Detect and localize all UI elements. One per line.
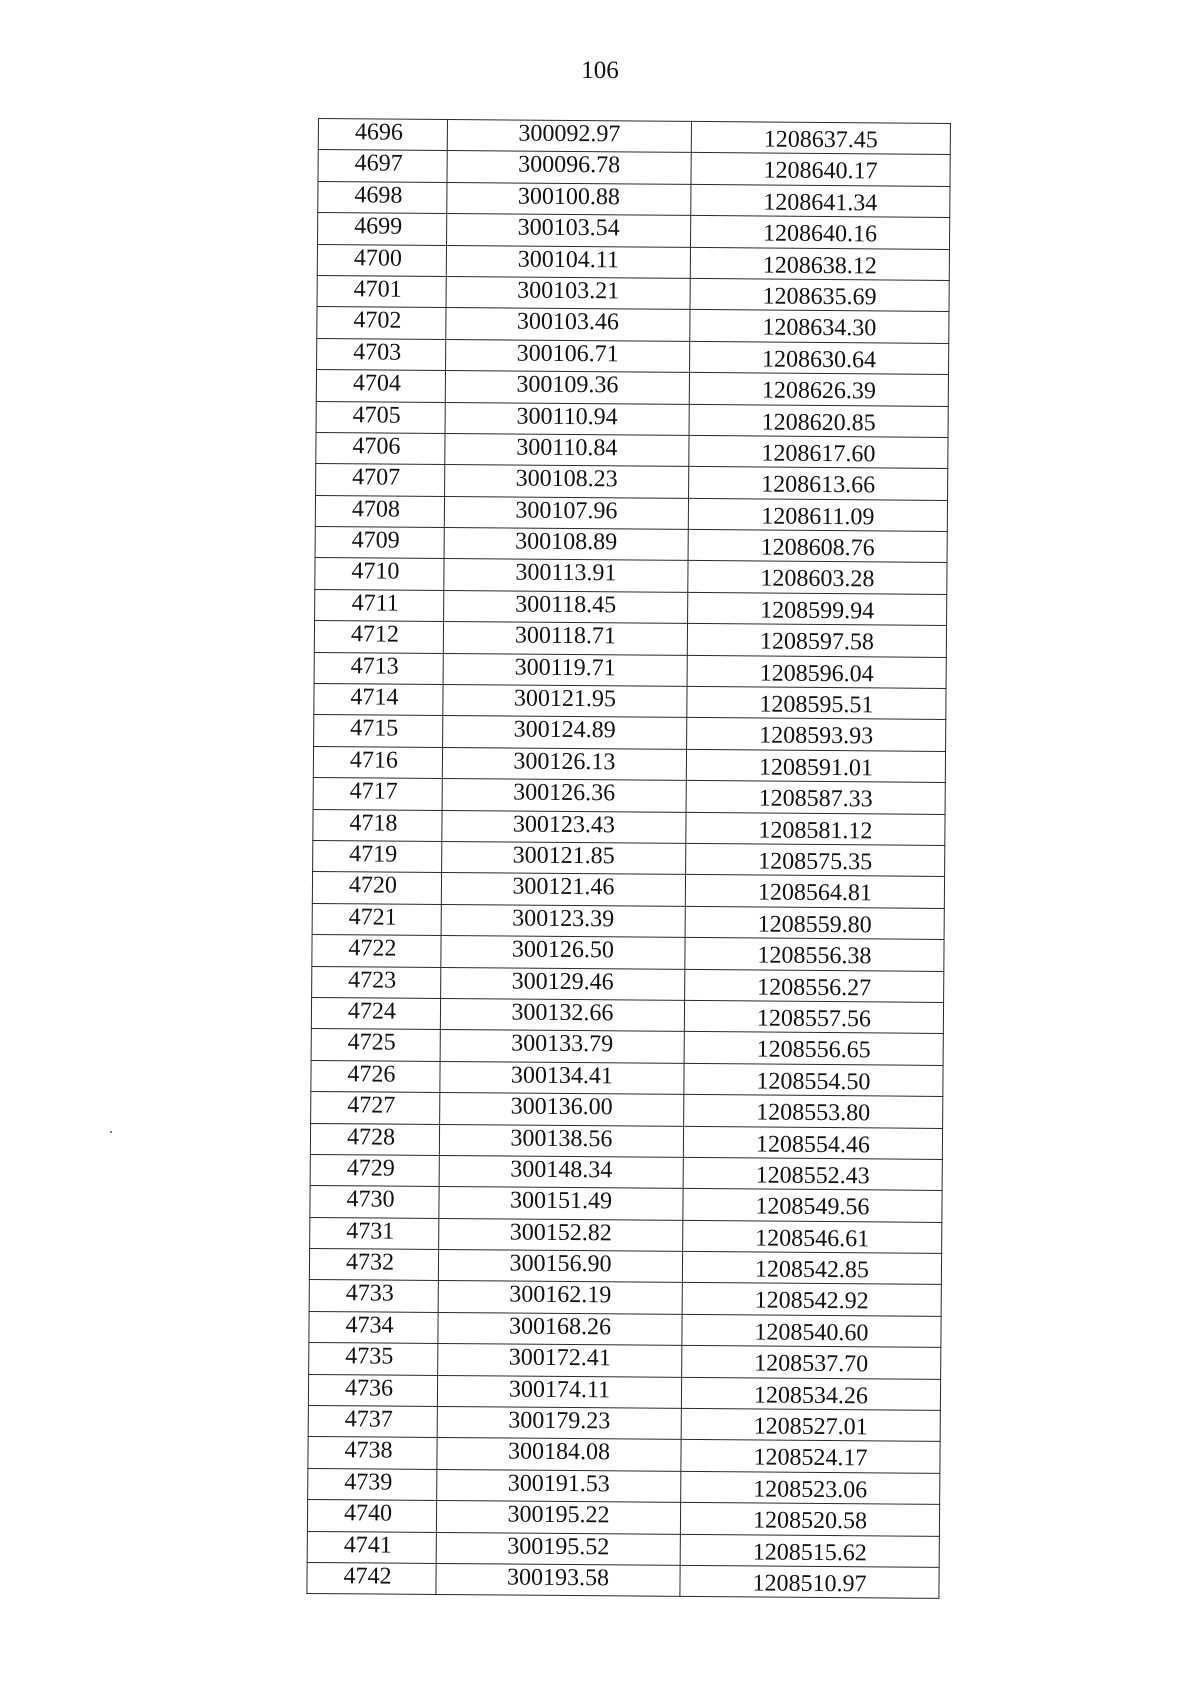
table-row: [317, 338, 949, 374]
y-coordinate-cell: 1208637.45: [691, 121, 950, 154]
point-number-cell: 4709: [315, 527, 444, 559]
y-coordinate-cell: 1208556.65: [684, 1032, 943, 1065]
table-row: [308, 1374, 940, 1410]
x-coordinate-cell: 300106.71: [446, 339, 690, 372]
table-row: [312, 903, 944, 939]
point-number-cell: 4738: [308, 1437, 437, 1469]
y-coordinate-cell: 1208553.80: [684, 1095, 943, 1128]
y-coordinate-cell: 1208587.33: [686, 781, 945, 814]
point-number-cell: 4712: [314, 621, 443, 653]
x-coordinate-cell: 300121.95: [443, 685, 687, 718]
x-coordinate-cell: 300195.52: [436, 1532, 680, 1565]
x-coordinate-cell: 300103.54: [447, 214, 691, 247]
y-coordinate-cell: 1208556.38: [685, 938, 944, 971]
point-number-cell: 4713: [314, 652, 443, 684]
x-coordinate-cell: 300121.46: [441, 873, 685, 906]
y-coordinate-cell: 1208540.60: [682, 1314, 941, 1347]
y-coordinate-cell: 1208596.04: [687, 655, 946, 688]
x-coordinate-cell: 300152.82: [439, 1218, 683, 1251]
table-row: [313, 746, 945, 782]
point-number-cell: 4699: [318, 213, 447, 245]
point-number-cell: 4732: [309, 1249, 438, 1281]
point-number-cell: 4722: [312, 935, 441, 967]
point-number-cell: 4742: [307, 1562, 436, 1594]
table-row: [312, 966, 944, 1002]
table-row: [310, 1154, 942, 1190]
x-coordinate-cell: 300195.22: [436, 1501, 680, 1534]
y-coordinate-cell: 1208554.50: [684, 1063, 943, 1096]
point-number-cell: 4710: [315, 558, 444, 590]
point-number-cell: 4716: [313, 746, 442, 778]
point-number-cell: 4701: [317, 275, 446, 307]
y-coordinate-cell: 1208546.61: [683, 1220, 942, 1253]
y-coordinate-cell: 1208523.06: [681, 1471, 940, 1504]
y-coordinate-cell: 1208617.60: [689, 435, 948, 468]
x-coordinate-cell: 300133.79: [440, 1030, 684, 1063]
table-row: [316, 370, 948, 406]
point-number-cell: 4733: [309, 1280, 438, 1312]
y-coordinate-cell: 1208515.62: [680, 1534, 939, 1567]
point-number-cell: 4703: [317, 338, 446, 370]
point-number-cell: 4741: [307, 1531, 436, 1563]
x-coordinate-cell: 300168.26: [438, 1312, 682, 1345]
x-coordinate-cell: 300151.49: [439, 1187, 683, 1220]
x-coordinate-cell: 300092.97: [447, 120, 691, 153]
table-row: [314, 652, 946, 688]
table-row: [309, 1311, 941, 1347]
x-coordinate-cell: 300100.88: [447, 182, 691, 215]
y-coordinate-cell: 1208593.93: [687, 718, 946, 751]
y-coordinate-cell: 1208510.97: [680, 1565, 939, 1598]
point-number-cell: 4719: [313, 840, 442, 872]
y-coordinate-cell: 1208591.01: [686, 749, 945, 782]
x-coordinate-cell: 300136.00: [440, 1093, 684, 1126]
point-number-cell: 4727: [311, 1092, 440, 1124]
x-coordinate-cell: 300110.94: [445, 402, 689, 435]
x-coordinate-cell: 300134.41: [440, 1061, 684, 1094]
table-row: [316, 464, 948, 500]
point-number-cell: 4698: [318, 181, 447, 213]
table-row: [312, 935, 944, 971]
y-coordinate-cell: 1208549.56: [683, 1189, 942, 1222]
point-number-cell: 4697: [318, 150, 447, 182]
y-coordinate-cell: 1208554.46: [683, 1126, 942, 1159]
y-coordinate-cell: 1208613.66: [689, 467, 948, 500]
x-coordinate-cell: 300110.84: [445, 433, 689, 466]
table-row: [309, 1280, 941, 1316]
table-row: [309, 1249, 941, 1285]
table-row: [316, 432, 948, 468]
x-coordinate-cell: 300104.11: [446, 245, 690, 278]
coordinates-table: [306, 118, 951, 1599]
point-number-cell: 4735: [309, 1343, 438, 1375]
x-coordinate-cell: 300174.11: [437, 1375, 681, 1408]
x-coordinate-cell: 300118.71: [443, 622, 687, 655]
x-coordinate-cell: 300123.43: [442, 810, 686, 843]
point-number-cell: 4726: [311, 1060, 440, 1092]
y-coordinate-cell: 1208626.39: [689, 373, 948, 406]
x-coordinate-cell: 300118.45: [444, 590, 688, 623]
table-row: [312, 872, 944, 908]
x-coordinate-cell: 300132.66: [440, 998, 684, 1031]
x-coordinate-cell: 300179.23: [437, 1406, 681, 1439]
y-coordinate-cell: 1208542.85: [682, 1251, 941, 1284]
table-row: [317, 244, 949, 280]
point-number-cell: 4707: [316, 464, 445, 496]
point-number-cell: 4731: [310, 1217, 439, 1249]
point-number-cell: 4724: [311, 997, 440, 1029]
y-coordinate-cell: 1208534.26: [681, 1377, 940, 1410]
point-number-cell: 4720: [312, 872, 441, 904]
y-coordinate-cell: 1208630.64: [690, 341, 949, 374]
table-row: [308, 1437, 940, 1473]
table-row: [308, 1468, 940, 1504]
table-row: [314, 621, 946, 657]
point-number-cell: 4728: [310, 1123, 439, 1155]
point-number-cell: 4711: [315, 589, 444, 621]
table-row: [313, 778, 945, 814]
y-coordinate-cell: 1208595.51: [687, 686, 946, 719]
x-coordinate-cell: 300107.96: [444, 496, 688, 529]
x-coordinate-cell: 300108.89: [444, 528, 688, 561]
point-number-cell: 4696: [318, 119, 447, 151]
table-row: [318, 150, 950, 186]
point-number-cell: 4734: [309, 1311, 438, 1343]
point-number-cell: 4702: [317, 307, 446, 339]
y-coordinate-cell: 1208640.16: [690, 216, 949, 249]
scan-speck: [110, 1131, 112, 1133]
table-row: [313, 809, 945, 845]
y-coordinate-cell: 1208524.17: [681, 1440, 940, 1473]
point-number-cell: 4714: [314, 684, 443, 716]
table-row: [314, 715, 946, 751]
table-row: [313, 840, 945, 876]
x-coordinate-cell: 300096.78: [447, 151, 691, 184]
table-row: [308, 1405, 940, 1441]
table-row: [307, 1562, 939, 1598]
point-number-cell: 4700: [317, 244, 446, 276]
table-row: [318, 181, 950, 217]
table-row: [311, 1029, 943, 1065]
point-number-cell: 4736: [308, 1374, 437, 1406]
point-number-cell: 4739: [308, 1468, 437, 1500]
y-coordinate-cell: 1208542.92: [682, 1283, 941, 1316]
y-coordinate-cell: 1208620.85: [689, 404, 948, 437]
x-coordinate-cell: 300138.56: [439, 1124, 683, 1157]
x-coordinate-cell: 300126.13: [442, 747, 686, 780]
x-coordinate-cell: 300113.91: [444, 559, 688, 592]
x-coordinate-cell: 300129.46: [441, 967, 685, 1000]
table-row: [307, 1531, 939, 1567]
table-row: [317, 307, 949, 343]
table-row: [317, 275, 949, 311]
coordinates-table-body: [307, 119, 951, 1599]
point-number-cell: 4705: [316, 401, 445, 433]
table-row: [318, 213, 950, 249]
y-coordinate-cell: 1208608.76: [688, 529, 947, 562]
table-row: [310, 1217, 942, 1253]
x-coordinate-cell: 300191.53: [437, 1469, 681, 1502]
y-coordinate-cell: 1208527.01: [681, 1408, 940, 1441]
y-coordinate-cell: 1208556.27: [685, 969, 944, 1002]
x-coordinate-cell: 300109.36: [445, 371, 689, 404]
table-row: [311, 1060, 943, 1096]
x-coordinate-cell: 300184.08: [437, 1438, 681, 1471]
y-coordinate-cell: 1208564.81: [685, 875, 944, 908]
y-coordinate-cell: 1208552.43: [683, 1157, 942, 1190]
y-coordinate-cell: 1208597.58: [687, 624, 946, 657]
x-coordinate-cell: 300123.39: [441, 904, 685, 937]
y-coordinate-cell: 1208557.56: [684, 1000, 943, 1033]
point-number-cell: 4721: [312, 903, 441, 935]
table-row: [314, 684, 946, 720]
x-coordinate-cell: 300162.19: [438, 1281, 682, 1314]
point-number-cell: 4708: [315, 495, 444, 527]
table-row: [315, 558, 947, 594]
table-row: [318, 119, 950, 155]
table-row: [311, 997, 943, 1033]
point-number-cell: 4718: [313, 809, 442, 841]
x-coordinate-cell: 300193.58: [436, 1563, 680, 1596]
table-row: [311, 1092, 943, 1128]
point-number-cell: 4704: [316, 370, 445, 402]
y-coordinate-cell: 1208641.34: [691, 184, 950, 217]
y-coordinate-cell: 1208581.12: [686, 812, 945, 845]
x-coordinate-cell: 300103.21: [446, 276, 690, 309]
x-coordinate-cell: 300148.34: [439, 1155, 683, 1188]
point-number-cell: 4725: [311, 1029, 440, 1061]
point-number-cell: 4740: [307, 1500, 436, 1532]
x-coordinate-cell: 300126.36: [442, 779, 686, 812]
table-row: [307, 1500, 939, 1536]
x-coordinate-cell: 300156.90: [438, 1250, 682, 1283]
table-row: [309, 1343, 941, 1379]
table-row: [316, 401, 948, 437]
y-coordinate-cell: 1208640.17: [691, 153, 950, 186]
x-coordinate-cell: 300108.23: [445, 465, 689, 498]
y-coordinate-cell: 1208599.94: [688, 592, 947, 625]
x-coordinate-cell: 300103.46: [446, 308, 690, 341]
point-number-cell: 4730: [310, 1186, 439, 1218]
x-coordinate-cell: 300126.50: [441, 936, 685, 969]
y-coordinate-cell: 1208634.30: [690, 310, 949, 343]
point-number-cell: 4706: [316, 432, 445, 464]
point-number-cell: 4737: [308, 1405, 437, 1437]
table-row: [310, 1123, 942, 1159]
y-coordinate-cell: 1208537.70: [682, 1346, 941, 1379]
table-row: [310, 1186, 942, 1222]
point-number-cell: 4729: [310, 1154, 439, 1186]
y-coordinate-cell: 1208635.69: [690, 278, 949, 311]
point-number-cell: 4723: [312, 966, 441, 998]
x-coordinate-cell: 300119.71: [443, 653, 687, 686]
page-number: 106: [581, 57, 619, 84]
x-coordinate-cell: 300172.41: [438, 1344, 682, 1377]
y-coordinate-cell: 1208520.58: [680, 1503, 939, 1536]
y-coordinate-cell: 1208603.28: [688, 561, 947, 594]
x-coordinate-cell: 300124.89: [443, 716, 687, 749]
table-row: [315, 589, 947, 625]
x-coordinate-cell: 300121.85: [442, 841, 686, 874]
point-number-cell: 4715: [314, 715, 443, 747]
point-number-cell: 4717: [313, 778, 442, 810]
table-row: [315, 527, 947, 563]
y-coordinate-cell: 1208559.80: [685, 906, 944, 939]
y-coordinate-cell: 1208575.35: [686, 843, 945, 876]
y-coordinate-cell: 1208611.09: [688, 498, 947, 531]
table-row: [315, 495, 947, 531]
y-coordinate-cell: 1208638.12: [690, 247, 949, 280]
